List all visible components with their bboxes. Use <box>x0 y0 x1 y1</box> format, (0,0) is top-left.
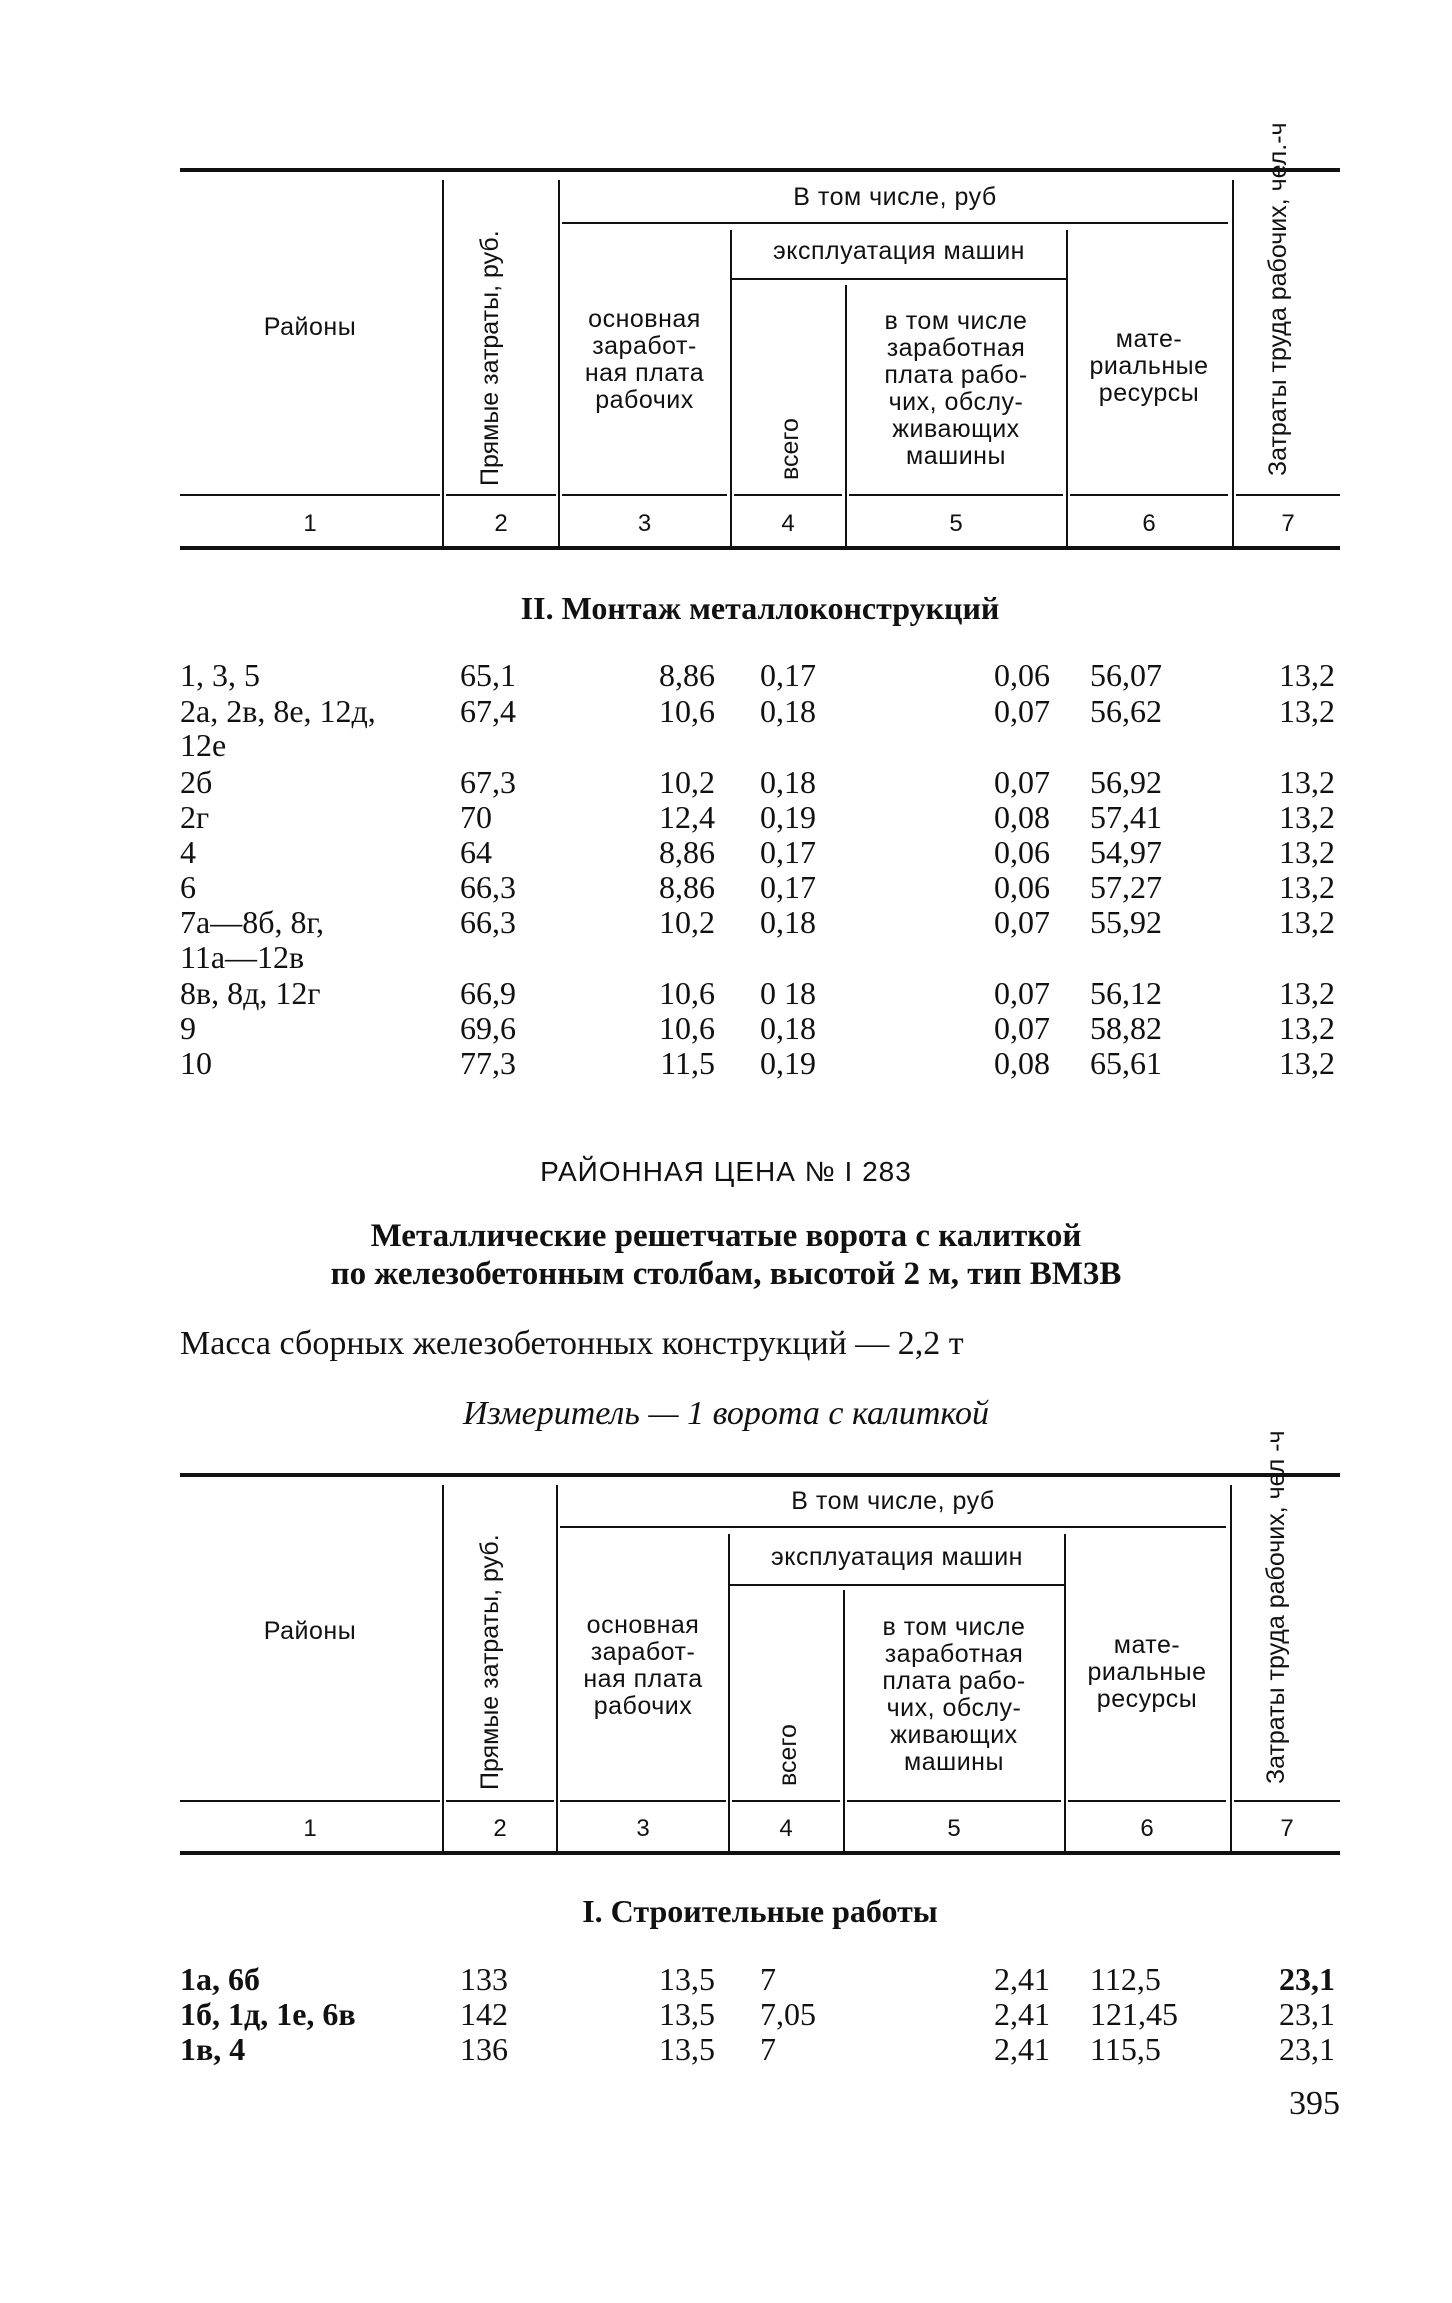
table-row: 11а—12в <box>180 939 305 975</box>
colnum-7: 7 <box>1281 510 1295 537</box>
colnum-4: 4 <box>779 1815 793 1842</box>
header-pryamye-zatraty: Прямые затраты, руб. <box>476 230 504 486</box>
page-number: 395 <box>1289 2085 1340 2122</box>
table-row: 9 69,6 10,6 0,18 0,07 58,82 13,2 <box>180 1010 1335 1046</box>
header-ekspluatatsiya-2: эксплуатация машин <box>771 1543 1023 1571</box>
table-row: 12е <box>180 727 227 763</box>
section-1-title: II. Монтаж металлоконструкций <box>520 590 1000 626</box>
header-v-tom-chisle-zarplata-2: в том числе заработная плата рабо- чих, обслу- живающих машины <box>882 1613 1026 1776</box>
colnum-5: 5 <box>947 1815 961 1842</box>
header-osnovnaya-2: основная заработ- ная плата рабочих <box>583 1611 703 1720</box>
header-ekspluatatsiya: эксплуатация машин <box>773 237 1025 265</box>
table-row: 10 77,3 11,5 0,19 0,08 65,61 13,2 <box>180 1045 1335 1081</box>
header-rayony: Районы <box>263 313 357 341</box>
colnum-6: 6 <box>1142 510 1156 537</box>
price-title-line1: Металлические решетчатые ворота с калиткой <box>370 1218 1082 1254</box>
table-row: 2г 70 12,4 0,19 0,08 57,41 13,2 <box>180 799 1335 835</box>
colnum-1: 1 <box>303 1815 317 1842</box>
table-row: 2а, 2в, 8е, 12д, 67,4 10,6 0,18 0,07 56,62 13,2 <box>180 693 1335 729</box>
table-row: 6 66,3 8,86 0,17 0,06 57,27 13,2 <box>180 869 1335 905</box>
mass-note: Масса сборных железобетонных конструкций — 2,2 т <box>180 1325 964 1362</box>
header-materialnye: мате- риальные ресурсы <box>1089 325 1209 407</box>
table-row: 4 64 8,86 0,17 0,06 54,97 13,2 <box>180 834 1335 870</box>
colnum-5: 5 <box>949 510 963 537</box>
price-title-line2: по железобетонным столбам, высотой 2 м, тип ВМ3В <box>330 1256 1122 1292</box>
colnum-1: 1 <box>303 510 317 537</box>
table-row: 1б, 1д, 1е, 6в 142 13,5 7,05 2,41 121,45 23,1 <box>180 1996 1335 2032</box>
header-v-tom-chisle-2: В том числе, руб <box>791 1487 995 1515</box>
header-rayony-2: Районы <box>263 1617 357 1645</box>
header-materialnye-2: мате- риальные ресурсы <box>1087 1631 1207 1713</box>
colnum-2: 2 <box>493 1815 507 1842</box>
table-row: 8в, 8д, 12г 66,9 10,6 0 18 0,07 56,12 13,2 <box>180 975 1335 1011</box>
header-pryamye-zatraty-2: Прямые затраты, руб. <box>476 1534 504 1790</box>
header-v-tom-chisle: В том числе, руб <box>793 183 997 211</box>
colnum-2: 2 <box>494 510 508 537</box>
colnum-3: 3 <box>636 1815 650 1842</box>
header-vsego: всего <box>776 418 804 480</box>
header-zatraty-truda-2: Затраты труда рабочих, чел -ч <box>1262 1430 1290 1784</box>
colnum-3: 3 <box>637 510 652 537</box>
header-vsego-2: всего <box>774 1724 802 1786</box>
colnum-4: 4 <box>781 510 795 537</box>
measure-note: Измеритель — 1 ворота с калиткой <box>462 1395 989 1432</box>
section-2-title: I. Строительные работы <box>582 1893 938 1929</box>
header-v-tom-chisle-zarplata: в том числе заработная плата рабо- чих, обслу- живающих машины <box>884 307 1028 470</box>
header-zatraty-truda: Затраты труда рабочих, чел.-ч <box>1264 122 1292 476</box>
table-row: 1, 3, 5 65,1 8,86 0,17 0,06 56,07 13,2 <box>180 657 1335 693</box>
price-heading: РАЙОННАЯ ЦЕНА № I 283 <box>540 1156 912 1187</box>
table-row: 1а, 6б 133 13,5 7 2,41 112,5 23,1 <box>180 1961 1335 1997</box>
colnum-7: 7 <box>1280 1815 1294 1842</box>
table-row: 2б 67,3 10,2 0,18 0,07 56,92 13,2 <box>180 764 1335 800</box>
table-row: 1в, 4 136 13,5 7 2,41 115,5 23,1 <box>180 2031 1335 2067</box>
table-row: 7а—8б, 8г, 66,3 10,2 0,18 0,07 55,92 13,2 <box>180 904 1335 940</box>
colnum-6: 6 <box>1140 1815 1154 1842</box>
header-osnovnaya: основная заработ- ная плата рабочих <box>584 305 705 414</box>
